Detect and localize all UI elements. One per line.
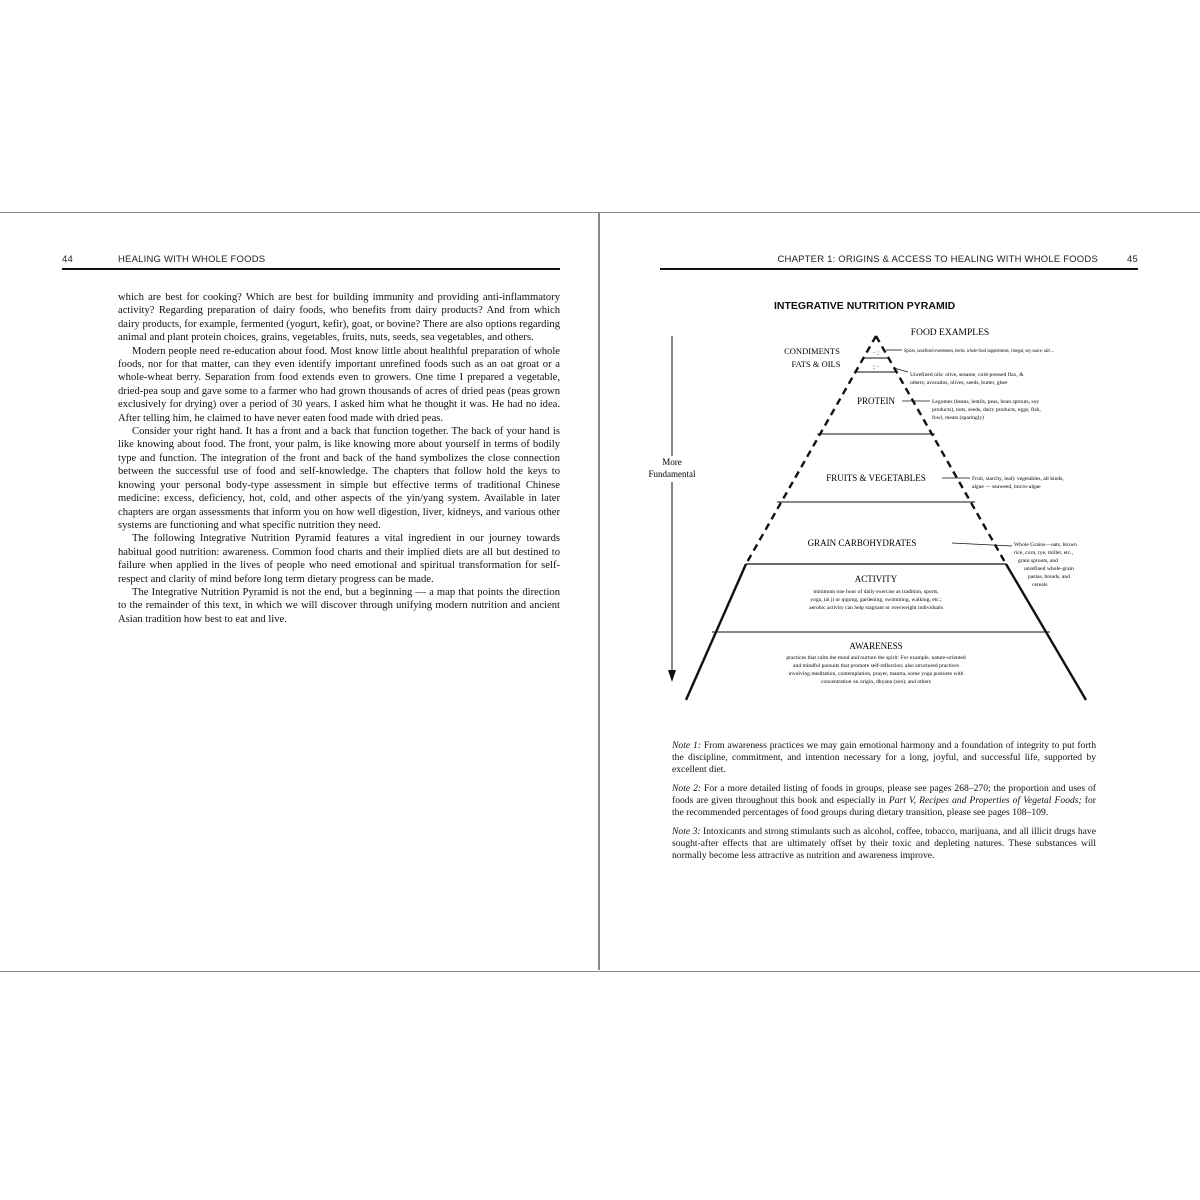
left-paragraph-2: Modern people need re-education about food. Most know little about healthful preparation of whole foods, nor for that matter, can they even identify important unrefined foods such as an oat groat or a whole-wheat berry. Separation from food extends even to growers. One time I prepared a vegetable, dried-pea soup and gave some to a farmer who had grown thousands of acres of dried peas (peas grown exclusively for drying) over a period of 30 years. I asked him what he thought it was. He had no idea. After telling him, he claimed to have never eaten food made with dried peas. xyxy=(118,345,560,424)
left-body-text xyxy=(118,291,560,626)
pyramid-notes xyxy=(672,740,1096,869)
tier-condiments-label: CONDIMENTS xyxy=(784,346,840,356)
activity-line2: yoga, tai ji or qigong, gardening, swimming, walking, etc.; xyxy=(810,597,942,603)
apex-mark-1: · : xyxy=(872,349,880,357)
awareness-line1: practices that calm the mind and nurture the spirit: For example, nature-oriented xyxy=(786,655,966,661)
left-page-number: 44 xyxy=(62,254,73,265)
tier-activity-label: ACTIVITY xyxy=(854,574,898,584)
condiments-examples: Spices, unrefined sweeteners, herbs, whole-food supplements, vinegar, soy sauce, salt ... xyxy=(904,348,1102,354)
awareness-line4: concentration on origin, dhyana (zen), and others xyxy=(821,679,931,685)
activity-line3: aerobic activity can help stagnant or overweight individuals xyxy=(809,605,943,611)
note-3 xyxy=(672,826,1096,862)
note-2-text-b: for the recommended percentages of food groups during dietary transition, please see pages 108–109. xyxy=(672,795,1096,818)
note-2-label: Note 2: xyxy=(672,783,702,794)
book-gutter xyxy=(598,212,600,970)
protein-examples-line3: fowl, meats (sparingly) xyxy=(932,415,985,421)
protein-examples-line2: products), nuts, seeds, dairy products, eggs, fish, xyxy=(932,407,1041,413)
note-3-text: Intoxicants and strong stimulants such as alcohol, coffee, tobacco, marijuana, and all illicit drugs have sought-after effects that are ultimately offset by their toxic and depleting natures. These substances will normally become less attractive as nutrition and awareness improve. xyxy=(672,826,1096,861)
fats-examples-line2: others; avocados, olives, seeds, butter, ghee xyxy=(910,380,1008,386)
fruits-examples-line2: algae — seaweed, micro-algae xyxy=(972,484,1041,490)
pyramid-left-dashed-edge xyxy=(746,336,876,564)
fundamental-arrow-head xyxy=(668,670,676,682)
left-paragraph-5: The Integrative Nutrition Pyramid is not the end, but a beginning — a map that points the direction to the remainder of this text, in which we will discover through unifying modern nutrition and ancient Asian tradition how best to eat and live. xyxy=(118,586,560,625)
note-2-text-a: For a more detailed listing of foods in groups, please see pages 268–270; the proportion and uses of foods are given throughout this book and especially in xyxy=(672,783,1096,806)
grain-examples-line6: cereals xyxy=(1032,582,1048,588)
side-label-fundamental: Fundamental xyxy=(648,469,696,479)
left-paragraph-1: which are best for cooking? Which are best for building immunity and providing anti-inflammatory activity? Regarding preparation of dairy foods, who benefits from dairy products? And from which dairy products, for example, fermented (yogurt, kefir), goat, or bovine? There are also options regarding animal and plant protein choices, grains, vegetables, fruits, nuts, seeds, sea vegetables, and others. xyxy=(118,292,560,344)
pyramid-right-dashed-edge xyxy=(876,336,1006,564)
tier-awareness-label: AWARENESS xyxy=(849,641,903,651)
note-1 xyxy=(672,740,1096,776)
tier-grain-label: GRAIN CARBOHYDRATES xyxy=(807,538,917,548)
left-running-head: HEALING WITH WHOLE FOODS xyxy=(118,254,266,265)
grain-examples-line2: rice, corn, rye, millet, etc., xyxy=(1014,550,1074,556)
tier-fruits-vegetables-label: FRUITS & VEGETABLES xyxy=(826,473,926,483)
note-1-label: Note 1: xyxy=(672,740,701,751)
protein-examples-line1: Legumes (beans, lentils, peas, bean sprouts, soy xyxy=(932,399,1040,405)
note-1-text: From awareness practices we may gain emotional harmony and a foundation of integrity to put forth the discipline, commitment, and intention necessary for a long, joyful, and successful life, supported by excellent diet. xyxy=(672,740,1096,775)
grain-leader xyxy=(952,543,1012,546)
fruits-examples-line1: Fruit, starchy, leafy vegetables, all kinds, xyxy=(972,476,1064,482)
tier-protein-label: PROTEIN xyxy=(857,396,895,406)
grain-examples-line3: grain sprouts, and xyxy=(1018,558,1058,564)
tier-fats-oils-label: FATS & OILS xyxy=(791,359,841,369)
nutrition-pyramid-diagram xyxy=(640,318,1120,710)
left-header-rule xyxy=(62,268,560,270)
food-examples-heading: FOOD EXAMPLES xyxy=(910,328,990,338)
fats-examples-line1: Unrefined oils: olive, sesame, cold-pressed flax, & xyxy=(910,372,1024,378)
note-2 xyxy=(672,783,1096,819)
pyramid-title: INTEGRATIVE NUTRITION PYRAMID xyxy=(774,300,956,312)
side-label-more: More xyxy=(662,457,682,467)
note-2-italic: Part V, Recipes and Properties of Vegetal Foods; xyxy=(888,795,1082,806)
left-paragraph-3: Consider your right hand. It has a front and a back that function together. The back of your hand is like knowing about food. The front, your palm, is like knowing more about yourself in terms of bodily type and function. The integration of the front and back of the hand symbolizes the close connection between the successful use of food and self-knowledge. The chapters that follow hold the keys to knowing your personal body-type assessment in simple but effective terms of traditional Chinese medicine: excess, deficiency, hot, cold, and other aspects of the yin/yang system. Available in later chapters are organ assessments that inform you on how well digestion, liver, kidneys, and various other systems are functioning and what specific nutrition they need. xyxy=(118,426,560,531)
left-paragraph-4: The following Integrative Nutrition Pyramid features a vital ingredient in our journey towards habitual good nutrition: awareness. Common food charts and their implied diets are all but destined to failure when applied in the lives of people who need emotional and spiritual transformation for self-respect and clarity of mind before long term dietary progress can be made. xyxy=(118,533,560,585)
grain-examples-line4: unrefined whole-grain xyxy=(1024,566,1074,572)
apex-mark-2: : · xyxy=(872,363,880,371)
grain-examples-line5: pastas, breads, and xyxy=(1028,574,1070,580)
right-header-rule xyxy=(660,268,1138,270)
awareness-line2: and mindful pursuits that promote self-reflection; also structured practices xyxy=(793,663,959,669)
right-running-head: CHAPTER 1: ORIGINS & ACCESS TO HEALING WITH WHOLE FOODS xyxy=(777,254,1098,265)
grain-examples-line1: Whole Grains—oats, brown xyxy=(1014,542,1077,548)
activity-line1: minimum one hour of daily exercise as tradition, sports, xyxy=(813,589,939,595)
note-3-label: Note 3: xyxy=(672,826,701,837)
right-page-number: 45 xyxy=(1127,254,1138,265)
awareness-line3: involving meditation, contemplation, prayer, mantra, some yoga postures with xyxy=(788,671,964,677)
